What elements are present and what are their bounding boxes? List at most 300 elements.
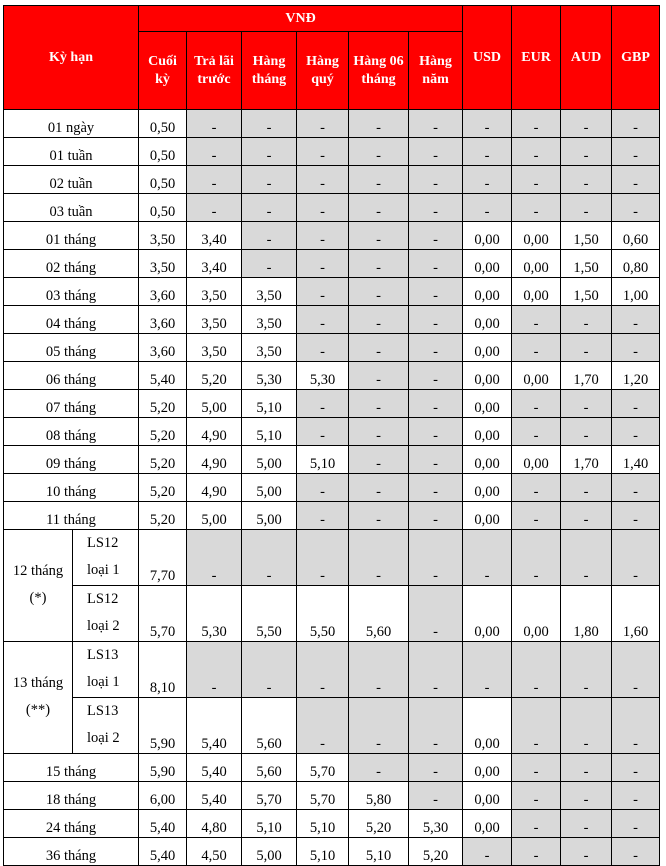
table-body: [4, 110, 660, 866]
rate-cell: -: [187, 194, 242, 222]
rate-cell: 0,00: [463, 754, 512, 782]
rate-cell: -: [512, 306, 561, 334]
rate-cell: -: [297, 278, 349, 306]
rate-cell: 0,00: [512, 446, 561, 474]
header-cuoi-ky: Cuối kỳ: [139, 32, 187, 110]
rate-cell: -: [297, 502, 349, 530]
rate-cell: -: [512, 810, 561, 838]
header-eur: EUR: [512, 6, 561, 110]
rate-cell: -: [187, 138, 242, 166]
rate-cell: 0,80: [612, 250, 660, 278]
rate-cell: -: [409, 530, 463, 586]
rate-cell: 5,00: [187, 502, 242, 530]
group-term-label: [4, 530, 73, 642]
rate-cell: -: [242, 194, 297, 222]
table-row: [4, 446, 660, 474]
table-row: [4, 166, 660, 194]
rate-cell: 3,50: [242, 306, 297, 334]
group-term-note: (**): [25, 702, 51, 718]
rate-cell: 0,00: [463, 586, 512, 642]
rate-cell: -: [561, 782, 612, 810]
rate-cell: -: [349, 138, 409, 166]
rate-cell: 6,00: [139, 782, 187, 810]
group-term-note: (*): [29, 590, 47, 606]
rate-cell: -: [409, 474, 463, 502]
rate-cell: -: [297, 194, 349, 222]
rate-cell: 3,50: [139, 222, 187, 250]
rate-cell: -: [612, 838, 660, 866]
rate-cell: -: [463, 838, 512, 866]
rate-cell: -: [242, 250, 297, 278]
rate-cell: 5,20: [349, 810, 409, 838]
rate-cell: 5,70: [297, 754, 349, 782]
rate-cell: -: [409, 334, 463, 362]
rate-cell: 3,50: [187, 278, 242, 306]
table-row: [4, 754, 660, 782]
rate-cell: 0,00: [463, 222, 512, 250]
rate-cell: -: [561, 418, 612, 446]
rate-cell: -: [297, 166, 349, 194]
rate-cell: -: [242, 222, 297, 250]
rate-cell: -: [409, 698, 463, 754]
rate-cell: -: [512, 418, 561, 446]
rate-cell: -: [297, 698, 349, 754]
rate-cell: 3,40: [187, 250, 242, 278]
rate-cell: -: [349, 698, 409, 754]
rate-cell: 1,40: [612, 446, 660, 474]
rate-cell: 1,70: [561, 446, 612, 474]
rate-cell: 5,30: [409, 810, 463, 838]
rate-cell: 5,60: [349, 586, 409, 642]
rate-cell: -: [463, 166, 512, 194]
rate-cell: 5,40: [139, 362, 187, 390]
rate-cell: 5,60: [242, 698, 297, 754]
rate-cell: -: [349, 278, 409, 306]
rate-cell: -: [242, 642, 297, 698]
rate-cell: -: [409, 586, 463, 642]
rate-cell: -: [561, 698, 612, 754]
rate-cell: 5,00: [242, 838, 297, 866]
term-label: 05 tháng: [4, 334, 139, 362]
term-label: 06 tháng: [4, 362, 139, 390]
rate-cell: -: [242, 166, 297, 194]
rate-cell: 5,20: [187, 362, 242, 390]
subtype-code: LS12: [87, 591, 119, 607]
rate-cell: -: [512, 194, 561, 222]
header-usd: USD: [463, 6, 512, 110]
rate-cell: -: [561, 390, 612, 418]
rate-cell: -: [561, 166, 612, 194]
term-label: 03 tháng: [4, 278, 139, 306]
rate-cell: -: [349, 642, 409, 698]
group-term-name: 13 tháng: [12, 675, 64, 691]
term-label: 02 tuần: [4, 166, 139, 194]
subtype-label: [73, 586, 139, 642]
rate-cell: -: [409, 138, 463, 166]
subtype-type: loại 1: [87, 674, 120, 690]
rate-cell: -: [409, 502, 463, 530]
rate-cell: 4,90: [187, 418, 242, 446]
rate-cell: -: [612, 418, 660, 446]
table-row: [4, 474, 660, 502]
rate-cell: -: [297, 222, 349, 250]
rate-cell: 5,40: [187, 754, 242, 782]
rate-cell: -: [349, 474, 409, 502]
rate-cell: -: [512, 502, 561, 530]
rate-cell: 5,50: [297, 586, 349, 642]
rate-cell: 5,40: [187, 698, 242, 754]
term-label: 36 tháng: [4, 838, 139, 866]
rate-cell: -: [612, 166, 660, 194]
rate-cell: -: [463, 194, 512, 222]
rate-cell: -: [512, 390, 561, 418]
rate-cell: -: [242, 530, 297, 586]
rate-cell: 5,10: [242, 418, 297, 446]
rate-cell: 0,50: [139, 138, 187, 166]
rate-cell: -: [409, 278, 463, 306]
rate-cell: -: [349, 418, 409, 446]
rate-cell: 5,90: [139, 698, 187, 754]
header-hang-06-thang: Hàng 06 tháng: [349, 32, 409, 110]
rate-cell: 0,50: [139, 194, 187, 222]
rate-cell: -: [561, 642, 612, 698]
rate-cell: 1,50: [561, 222, 612, 250]
rate-cell: 5,10: [297, 838, 349, 866]
rate-cell: 0,00: [463, 250, 512, 278]
term-label: 24 tháng: [4, 810, 139, 838]
rate-cell: -: [561, 810, 612, 838]
rate-cell: -: [512, 334, 561, 362]
rate-cell: -: [349, 194, 409, 222]
rate-cell: 1,70: [561, 362, 612, 390]
table-row: [4, 194, 660, 222]
rate-cell: 5,00: [242, 446, 297, 474]
rate-cell: -: [561, 306, 612, 334]
rate-cell: -: [297, 250, 349, 278]
rate-cell: -: [612, 194, 660, 222]
rate-cell: 5,70: [139, 586, 187, 642]
rate-cell: -: [349, 306, 409, 334]
table-row: [4, 334, 660, 362]
rate-cell: -: [512, 782, 561, 810]
rate-cell: 3,50: [242, 334, 297, 362]
subtype-label: [73, 642, 139, 698]
rate-cell: 0,50: [139, 110, 187, 138]
rate-cell: -: [512, 138, 561, 166]
rate-cell: 3,50: [187, 334, 242, 362]
table-row: [4, 250, 660, 278]
term-label: 09 tháng: [4, 446, 139, 474]
header-tra-lai-truoc: Trả lãi trước: [187, 32, 242, 110]
term-label: 15 tháng: [4, 754, 139, 782]
rate-cell: 0,00: [463, 474, 512, 502]
rate-cell: 5,30: [242, 362, 297, 390]
rate-cell: 0,00: [463, 810, 512, 838]
interest-rate-table: [3, 5, 660, 866]
term-label: 10 tháng: [4, 474, 139, 502]
term-label: 04 tháng: [4, 306, 139, 334]
term-label: 01 tháng: [4, 222, 139, 250]
group-term-name: 12 tháng: [12, 563, 64, 579]
rate-cell: -: [561, 474, 612, 502]
rate-cell: 0,00: [463, 782, 512, 810]
rate-cell: 5,40: [187, 782, 242, 810]
rate-cell: -: [409, 782, 463, 810]
rate-cell: 0,60: [612, 222, 660, 250]
subtype-label: [73, 530, 139, 586]
rate-cell: -: [612, 782, 660, 810]
rate-cell: -: [463, 110, 512, 138]
rate-cell: 0,00: [463, 278, 512, 306]
table-row: [4, 222, 660, 250]
rate-cell: 5,50: [242, 586, 297, 642]
table-row-subtype: [4, 586, 660, 642]
rate-cell: 0,00: [463, 446, 512, 474]
rate-cell: -: [242, 110, 297, 138]
rate-cell: -: [612, 306, 660, 334]
rate-cell: 5,10: [242, 810, 297, 838]
rate-cell: 5,10: [297, 446, 349, 474]
rate-cell: 4,80: [187, 810, 242, 838]
rate-cell: 5,90: [139, 754, 187, 782]
table-row: [4, 306, 660, 334]
rate-cell: -: [297, 530, 349, 586]
rate-cell: 5,20: [409, 838, 463, 866]
table-row-subtype: [4, 530, 660, 586]
rate-cell: 5,20: [139, 446, 187, 474]
term-label: 08 tháng: [4, 418, 139, 446]
rate-cell: 0,00: [512, 362, 561, 390]
rate-cell: 5,00: [242, 502, 297, 530]
rate-cell: 3,50: [187, 306, 242, 334]
header-term: Kỳ hạn: [4, 6, 139, 110]
subtype-code: LS13: [87, 703, 119, 719]
rate-cell: 0,00: [463, 698, 512, 754]
rate-cell: -: [612, 110, 660, 138]
rate-cell: -: [409, 110, 463, 138]
rate-cell: -: [612, 390, 660, 418]
rate-cell: -: [409, 222, 463, 250]
group-term-label: [4, 642, 73, 754]
rate-cell: -: [512, 110, 561, 138]
term-label: 01 tuần: [4, 138, 139, 166]
rate-cell: -: [409, 166, 463, 194]
rate-cell: -: [612, 810, 660, 838]
rate-cell: -: [561, 138, 612, 166]
rate-cell: -: [561, 502, 612, 530]
rate-cell: -: [349, 222, 409, 250]
rate-cell: 3,50: [242, 278, 297, 306]
rate-cell: -: [297, 474, 349, 502]
rate-cell: -: [409, 418, 463, 446]
term-label: 01 ngày: [4, 110, 139, 138]
rate-cell: -: [297, 642, 349, 698]
rate-cell: -: [561, 754, 612, 782]
table-row: [4, 810, 660, 838]
rate-cell: -: [409, 194, 463, 222]
rate-cell: 1,80: [561, 586, 612, 642]
table-row: [4, 362, 660, 390]
rate-cell: -: [409, 362, 463, 390]
rate-cell: 3,40: [187, 222, 242, 250]
rate-cell: -: [297, 110, 349, 138]
subtype-label: [73, 698, 139, 754]
rate-cell: 5,70: [297, 782, 349, 810]
rate-cell: 1,50: [561, 278, 612, 306]
rate-cell: 8,10: [139, 642, 187, 698]
rate-cell: 5,10: [297, 810, 349, 838]
rate-cell: -: [612, 502, 660, 530]
rate-cell: -: [349, 362, 409, 390]
table-row: [4, 110, 660, 138]
rate-cell: 4,90: [187, 446, 242, 474]
rate-cell: 0,00: [512, 586, 561, 642]
rate-cell: 5,70: [242, 782, 297, 810]
rate-cell: -: [463, 530, 512, 586]
rate-cell: -: [561, 530, 612, 586]
subtype-code: LS12: [87, 535, 119, 551]
rate-cell: -: [409, 390, 463, 418]
table-row-subtype: [4, 642, 660, 698]
table-header: [4, 6, 660, 110]
rate-cell: 5,60: [242, 754, 297, 782]
term-label: 11 tháng: [4, 502, 139, 530]
header-aud: AUD: [561, 6, 612, 110]
rate-cell: 1,60: [612, 586, 660, 642]
rate-cell: 4,90: [187, 474, 242, 502]
rate-cell: -: [349, 110, 409, 138]
rate-cell: 5,10: [349, 838, 409, 866]
rate-cell: -: [512, 166, 561, 194]
rate-cell: -: [512, 642, 561, 698]
rate-cell: -: [187, 642, 242, 698]
table-row: [4, 418, 660, 446]
rate-cell: -: [512, 698, 561, 754]
rate-cell: -: [409, 754, 463, 782]
rate-cell: -: [187, 110, 242, 138]
rate-cell: 0,50: [139, 166, 187, 194]
subtype-type: loại 2: [87, 618, 120, 634]
rate-cell: -: [242, 138, 297, 166]
rate-cell: 5,40: [139, 810, 187, 838]
rate-cell: 0,00: [512, 222, 561, 250]
rate-cell: -: [463, 642, 512, 698]
rate-cell: -: [187, 530, 242, 586]
rate-cell: 0,00: [463, 334, 512, 362]
rate-cell: -: [349, 530, 409, 586]
table-row: [4, 278, 660, 306]
rate-cell: -: [612, 754, 660, 782]
rate-cell: -: [187, 166, 242, 194]
rate-cell: -: [297, 334, 349, 362]
table-row: [4, 502, 660, 530]
rate-cell: -: [512, 754, 561, 782]
rate-cell: -: [297, 390, 349, 418]
rate-cell: -: [409, 446, 463, 474]
rate-cell: 4,50: [187, 838, 242, 866]
header-hang-nam: Hàng năm: [409, 32, 463, 110]
rate-cell: -: [349, 390, 409, 418]
rate-cell: 0,00: [512, 278, 561, 306]
rate-cell: -: [512, 474, 561, 502]
table-row: [4, 390, 660, 418]
rate-cell: 0,00: [463, 362, 512, 390]
rate-cell: 5,20: [139, 474, 187, 502]
rate-cell: -: [612, 138, 660, 166]
rate-cell: 0,00: [463, 306, 512, 334]
rate-cell: 5,80: [349, 782, 409, 810]
rate-cell: 1,20: [612, 362, 660, 390]
rate-cell: -: [349, 754, 409, 782]
rate-cell: -: [612, 530, 660, 586]
rate-cell: -: [512, 530, 561, 586]
rate-cell: -: [561, 838, 612, 866]
rate-cell: 5,20: [139, 390, 187, 418]
rate-cell: 5,20: [139, 502, 187, 530]
header-gbp: GBP: [612, 6, 660, 110]
rate-cell: -: [349, 502, 409, 530]
rate-cell: 5,30: [297, 362, 349, 390]
rate-cell: -: [612, 698, 660, 754]
rate-cell: -: [612, 334, 660, 362]
rate-cell: 3,60: [139, 278, 187, 306]
rate-cell: -: [512, 838, 561, 866]
term-label: 03 tuần: [4, 194, 139, 222]
rate-cell: 0,00: [463, 390, 512, 418]
rate-cell: -: [297, 418, 349, 446]
rate-cell: -: [409, 642, 463, 698]
subtype-type: loại 1: [87, 562, 120, 578]
rate-cell: -: [349, 166, 409, 194]
rate-cell: 0,00: [463, 502, 512, 530]
rate-cell: 5,00: [187, 390, 242, 418]
rate-cell: -: [463, 138, 512, 166]
table-row: [4, 782, 660, 810]
rate-cell: 0,00: [463, 418, 512, 446]
table-row-subtype: [4, 698, 660, 754]
subtype-type: loại 2: [87, 730, 120, 746]
term-label: 18 tháng: [4, 782, 139, 810]
rate-cell: 3,50: [139, 250, 187, 278]
rate-cell: -: [561, 334, 612, 362]
table-row: [4, 138, 660, 166]
rate-cell: 3,60: [139, 306, 187, 334]
rate-cell: 5,30: [187, 586, 242, 642]
rate-cell: -: [349, 334, 409, 362]
rate-cell: -: [409, 250, 463, 278]
term-label: 02 tháng: [4, 250, 139, 278]
subtype-code: LS13: [87, 647, 119, 663]
rate-cell: 5,20: [139, 418, 187, 446]
rate-cell: -: [561, 194, 612, 222]
rate-cell: -: [612, 474, 660, 502]
rate-cell: -: [349, 250, 409, 278]
rate-cell: -: [409, 306, 463, 334]
rate-cell: 3,60: [139, 334, 187, 362]
header-hang-quy: Hàng quý: [297, 32, 349, 110]
rate-cell: 1,50: [561, 250, 612, 278]
rate-cell: 1,00: [612, 278, 660, 306]
rate-cell: 5,00: [242, 474, 297, 502]
header-vnd-group: VNĐ: [139, 6, 463, 32]
rate-cell: 5,10: [242, 390, 297, 418]
rate-cell: -: [297, 306, 349, 334]
rate-cell: 5,40: [139, 838, 187, 866]
rate-cell: -: [349, 446, 409, 474]
rate-cell: 0,00: [512, 250, 561, 278]
rate-cell: 7,70: [139, 530, 187, 586]
term-label: 07 tháng: [4, 390, 139, 418]
